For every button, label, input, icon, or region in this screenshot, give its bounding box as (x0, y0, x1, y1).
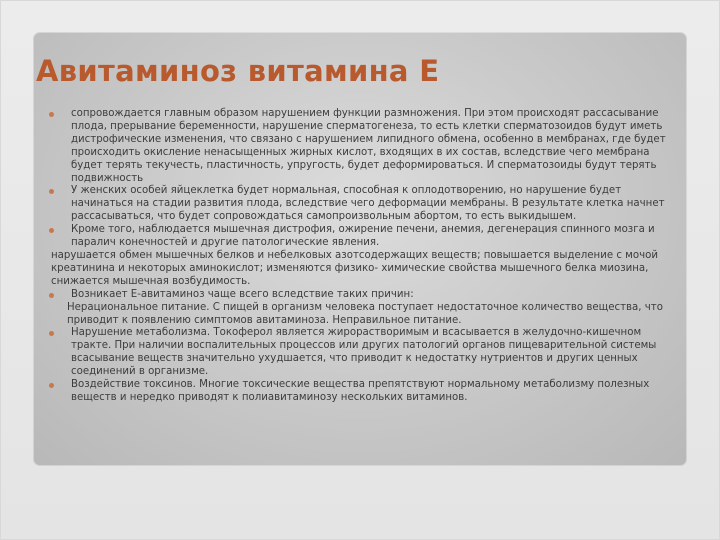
slide-title: Авитаминоз витамина Е (36, 54, 440, 88)
bullet-text: Нарушение метаболизма. Токоферол является жирорастворимым и всасывается в желудочно-кишечном тракте. При наличии воспалительных процессов или других патологий органов пищеварительной системы всасывание веществ значительно ухудшается, что приводит к недостатку нутриентов и других ценных соединений в организме. (71, 327, 657, 378)
bullet-item-4 (48, 289, 678, 302)
bullet-text: сопровождается главным образом нарушением функции размножения. При этом происходят рассасывание плода, прерывание беременности, нарушение сперматогенеза, то есть клетки сперматозоидов будут иметь дистрофические изменения, что связано с нарушением липидного обмена, особенно в мембранах, где будет происходить окисление ненасыщенных жирных кислот, входящих в их состав, вследствие чего мембрана будет терять текучесть, пластичность, упругость, будет деформироваться. И сперматозоиды будут терять подвижность (71, 108, 666, 184)
sub-item-text: Нерациональное питание. С пищей в организм человека поступает недостаточное количество вещества, что приводит к появлению симптомов авитаминоза. Неправильное питание. (67, 301, 663, 326)
bullet-text: Кроме того, наблюдается мышечная дистрофия, ожирение печени, анемия, дегенерация спинного мозга и паралич конечностей и другие патологические явления. (71, 224, 655, 249)
paragraph-item (48, 250, 678, 289)
bullet-item-3 (48, 224, 678, 250)
sub-item-1 (48, 302, 678, 328)
bullet-item-5 (48, 327, 678, 379)
slide-body (48, 108, 678, 405)
paragraph-text: нарушается обмен мышечных белков и небелковых азотсодержащих веществ; повышается выделение с мочой креатинина и некоторых аминокислот; изменяются физико- химические свойства мышечного белка миозина, снижается мышечная возбудимость. (51, 249, 658, 287)
bullet-item-2 (48, 185, 678, 224)
bullet-item-1 (48, 108, 678, 185)
bullet-text: У женских особей яйцеклетка будет нормальная, способная к оплодотворению, но нарушение будет начинаться на стадии развития плода, вследствие чего деформации мембраны. В результате клетка начнет рассасываться, что будет сопровождаться самопроизвольным абортом, то есть выкидышем. (71, 185, 665, 223)
bullet-text: Воздействие токсинов. Многие токсические вещества препятствуют нормальному метаболизму полезных веществ и нередко приводят к полиавитаминозу нескольких витаминов. (71, 379, 650, 403)
bullet-text: Возникает Е-авитаминоз чаще всего вследствие таких причин: (71, 288, 414, 300)
bullet-item-6 (48, 379, 678, 405)
